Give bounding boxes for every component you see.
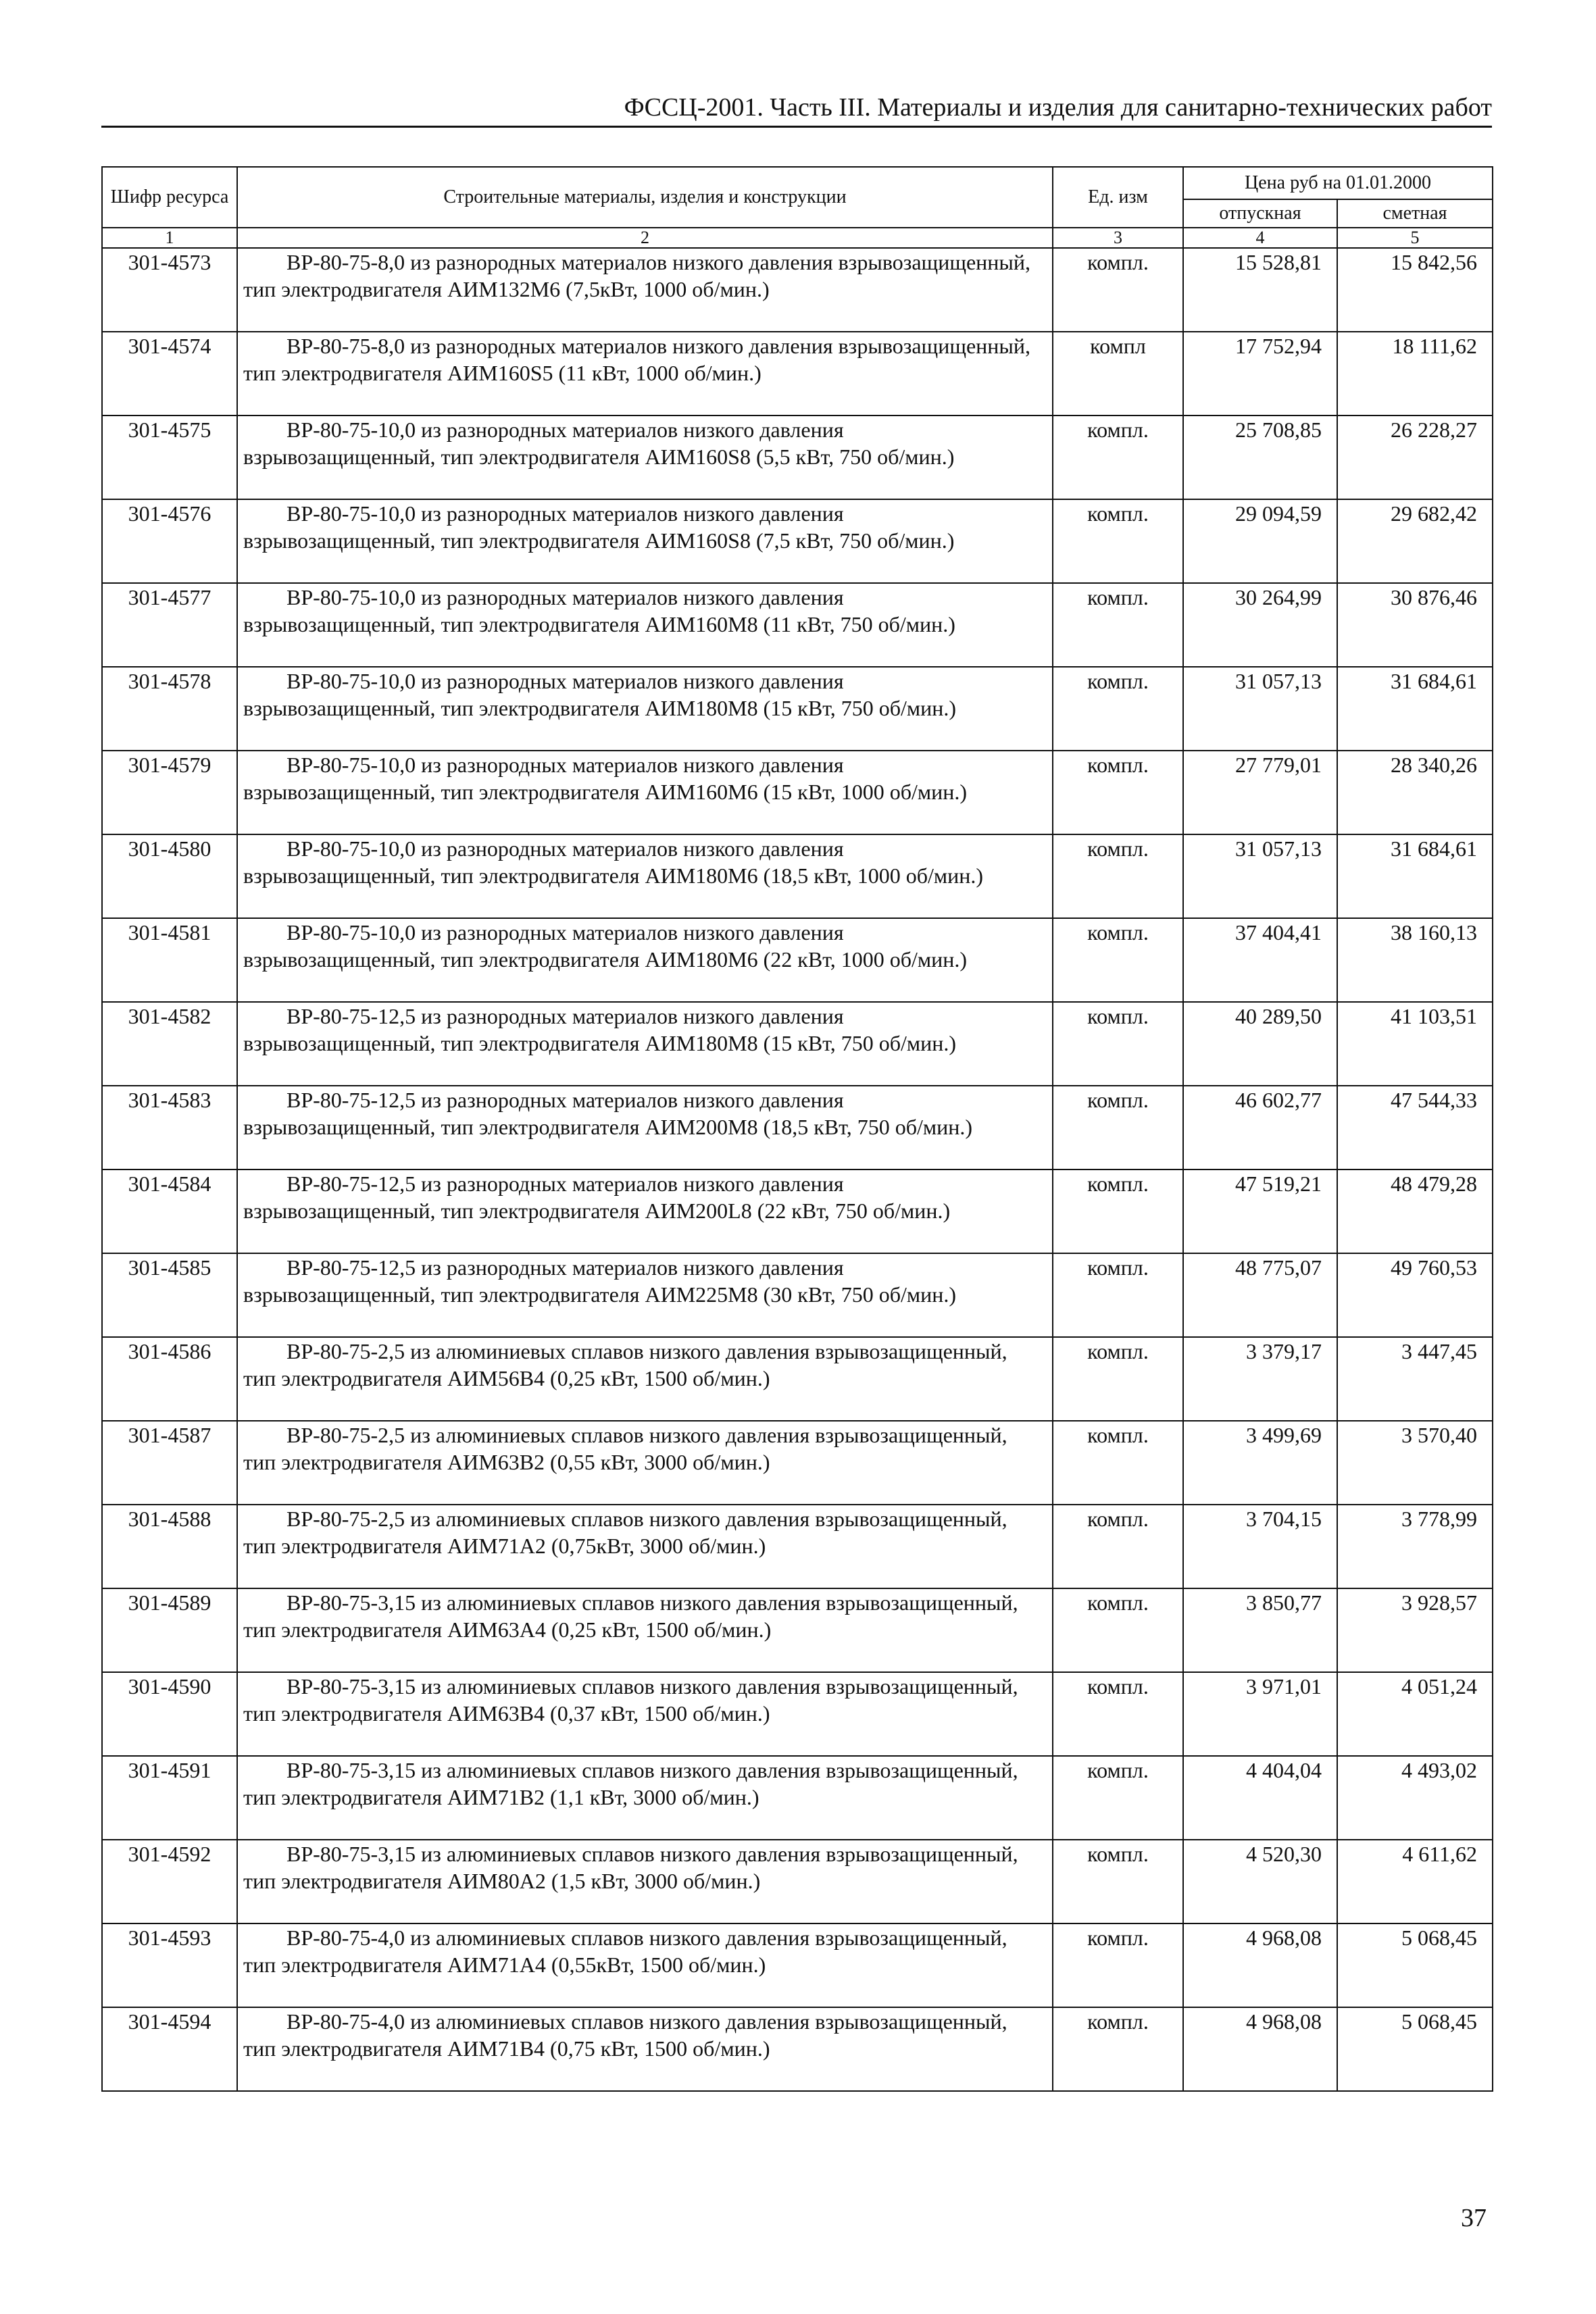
description-text: ВР-80-75-3,15 из алюминиевых сплавов низкого давления взрывозащищенный, тип электродвигателя АИМ80А2 (1,5 кВт, 3000 об/мин.)	[243, 1842, 1018, 1893]
release-price-cell: 25 708,85	[1183, 416, 1337, 499]
description-cell	[237, 751, 1053, 834]
description-text: ВР-80-75-10,0 из разнородных материалов низкого давления взрывозащищенный, тип электродвигателя АИМ160М6 (15 кВт, 1000 об/мин.)	[243, 753, 968, 804]
description-text: ВР-80-75-12,5 из разнородных материалов низкого давления взрывозащищенный, тип электродвигателя АИМ200М8 (18,5 кВт, 750 об/мин.)	[243, 1088, 973, 1139]
table-row	[102, 834, 1493, 918]
page-number: 37	[1461, 2204, 1487, 2232]
table-row	[102, 1421, 1493, 1505]
release-price-cell: 31 057,13	[1183, 834, 1337, 918]
description-text: ВР-80-75-10,0 из разнородных материалов низкого давления взрывозащищенный, тип электродвигателя АИМ180М6 (22 кВт, 1000 об/мин.)	[243, 920, 968, 972]
resource-code-cell: 301-4574	[102, 332, 237, 416]
release-price-cell: 4 968,08	[1183, 2007, 1337, 2091]
estimate-price-cell: 3 928,57	[1337, 1588, 1493, 1672]
estimate-price-cell: 4 493,02	[1337, 1756, 1493, 1840]
description-cell	[237, 583, 1053, 667]
release-price-cell: 4 404,04	[1183, 1756, 1337, 1840]
release-price-cell: 17 752,94	[1183, 332, 1337, 416]
release-price-cell: 30 264,99	[1183, 583, 1337, 667]
estimate-price-cell: 3 778,99	[1337, 1505, 1493, 1588]
table-row	[102, 583, 1493, 667]
description-cell	[237, 918, 1053, 1002]
release-price-cell: 3 971,01	[1183, 1672, 1337, 1756]
column-header-description: Строительные материалы, изделия и конструкции	[237, 167, 1053, 228]
estimate-price-cell: 31 684,61	[1337, 667, 1493, 751]
release-price-cell: 15 528,81	[1183, 248, 1337, 332]
release-price-cell: 4 968,08	[1183, 1923, 1337, 2007]
table-row	[102, 1923, 1493, 2007]
estimate-price-cell: 28 340,26	[1337, 751, 1493, 834]
resource-code-cell: 301-4590	[102, 1672, 237, 1756]
estimate-price-cell: 5 068,45	[1337, 2007, 1493, 2091]
unit-cell: компл.	[1053, 1169, 1183, 1253]
release-price-cell: 3 379,17	[1183, 1337, 1337, 1421]
price-table	[101, 166, 1493, 2092]
estimate-price-cell: 18 111,62	[1337, 332, 1493, 416]
column-header-code: Шифр ресурса	[102, 167, 237, 228]
description-text: ВР-80-75-10,0 из разнородных материалов низкого давления взрывозащищенный, тип электродвигателя АИМ160S8 (5,5 кВт, 750 об/мин.)	[243, 418, 955, 469]
estimate-price-cell: 49 760,53	[1337, 1253, 1493, 1337]
description-cell	[237, 1672, 1053, 1756]
unit-cell: компл.	[1053, 918, 1183, 1002]
description-text: ВР-80-75-3,15 из алюминиевых сплавов низкого давления взрывозащищенный, тип электродвигателя АИМ63В4 (0,37 кВт, 1500 об/мин.)	[243, 1674, 1018, 1726]
column-number-row	[102, 228, 1493, 248]
estimate-price-cell: 26 228,27	[1337, 416, 1493, 499]
release-price-cell: 31 057,13	[1183, 667, 1337, 751]
description-cell	[237, 1840, 1053, 1923]
unit-cell: компл.	[1053, 1086, 1183, 1169]
description-text: ВР-80-75-4,0 из алюминиевых сплавов низкого давления взрывозащищенный, тип электродвигателя АИМ71В4 (0,75 кВт, 1500 об/мин.)	[243, 2009, 1007, 2061]
description-cell	[237, 1253, 1053, 1337]
column-header-unit: Ед. изм	[1053, 167, 1183, 228]
resource-code-cell: 301-4582	[102, 1002, 237, 1086]
table-row	[102, 1756, 1493, 1840]
release-price-cell: 3 704,15	[1183, 1505, 1337, 1588]
description-text: ВР-80-75-2,5 из алюминиевых сплавов низкого давления взрывозащищенный, тип электродвигателя АИМ71А2 (0,75кВт, 3000 об/мин.)	[243, 1507, 1007, 1558]
estimate-price-cell: 48 479,28	[1337, 1169, 1493, 1253]
table-row	[102, 918, 1493, 1002]
description-text: ВР-80-75-10,0 из разнородных материалов низкого давления взрывозащищенный, тип электродвигателя АИМ160М8 (11 кВт, 750 об/мин.)	[243, 585, 955, 636]
resource-code-cell: 301-4587	[102, 1421, 237, 1505]
release-price-cell: 3 499,69	[1183, 1421, 1337, 1505]
column-header-price-group: Цена руб на 01.01.2000	[1183, 167, 1493, 199]
description-cell	[237, 1588, 1053, 1672]
table-row	[102, 1588, 1493, 1672]
resource-code-cell: 301-4577	[102, 583, 237, 667]
description-cell	[237, 1756, 1053, 1840]
unit-cell: компл.	[1053, 248, 1183, 332]
table-row	[102, 1253, 1493, 1337]
resource-code-cell: 301-4585	[102, 1253, 237, 1337]
description-text: ВР-80-75-12,5 из разнородных материалов низкого давления взрывозащищенный, тип электродвигателя АИМ180М8 (15 кВт, 750 об/мин.)	[243, 1004, 957, 1055]
release-price-cell: 48 775,07	[1183, 1253, 1337, 1337]
unit-cell: компл.	[1053, 1756, 1183, 1840]
estimate-price-cell: 4 611,62	[1337, 1840, 1493, 1923]
resource-code-cell: 301-4576	[102, 499, 237, 583]
column-number: 1	[102, 228, 237, 248]
description-cell	[237, 416, 1053, 499]
description-cell	[237, 667, 1053, 751]
description-text: ВР-80-75-8,0 из разнородных материалов низкого давления взрывозащищенный, тип электродвигателя АИМ132М6 (7,5кВт, 1000 об/мин.)	[243, 250, 1031, 301]
description-cell	[237, 1337, 1053, 1421]
estimate-price-cell: 31 684,61	[1337, 834, 1493, 918]
table-row	[102, 667, 1493, 751]
estimate-price-cell: 41 103,51	[1337, 1002, 1493, 1086]
column-number: 4	[1183, 228, 1337, 248]
resource-code-cell: 301-4579	[102, 751, 237, 834]
unit-cell: компл.	[1053, 1253, 1183, 1337]
estimate-price-cell: 3 570,40	[1337, 1421, 1493, 1505]
release-price-cell: 29 094,59	[1183, 499, 1337, 583]
description-cell	[237, 1086, 1053, 1169]
unit-cell: компл.	[1053, 583, 1183, 667]
description-cell	[237, 499, 1053, 583]
unit-cell: компл.	[1053, 1588, 1183, 1672]
resource-code-cell: 301-4592	[102, 1840, 237, 1923]
description-cell	[237, 1002, 1053, 1086]
table-row	[102, 248, 1493, 332]
column-number: 2	[237, 228, 1053, 248]
running-header: ФССЦ-2001. Часть III. Материалы и изделия для санитарно-технических работ	[624, 93, 1492, 122]
description-cell	[237, 834, 1053, 918]
description-text: ВР-80-75-3,15 из алюминиевых сплавов низкого давления взрывозащищенный, тип электродвигателя АИМ63А4 (0,25 кВт, 1500 об/мин.)	[243, 1590, 1018, 1642]
estimate-price-cell: 47 544,33	[1337, 1086, 1493, 1169]
unit-cell: компл.	[1053, 1337, 1183, 1421]
release-price-cell: 37 404,41	[1183, 918, 1337, 1002]
table-row	[102, 1505, 1493, 1588]
resource-code-cell: 301-4594	[102, 2007, 237, 2091]
table-row	[102, 1840, 1493, 1923]
table-row	[102, 1086, 1493, 1169]
table-row	[102, 416, 1493, 499]
unit-cell: компл	[1053, 332, 1183, 416]
estimate-price-cell: 5 068,45	[1337, 1923, 1493, 2007]
unit-cell: компл.	[1053, 1840, 1183, 1923]
description-text: ВР-80-75-8,0 из разнородных материалов низкого давления взрывозащищенный, тип электродвигателя АИМ160S5 (11 кВт, 1000 об/мин.)	[243, 334, 1031, 385]
column-number: 3	[1053, 228, 1183, 248]
estimate-price-cell: 38 160,13	[1337, 918, 1493, 1002]
table-row	[102, 751, 1493, 834]
estimate-price-cell: 29 682,42	[1337, 499, 1493, 583]
description-text: ВР-80-75-12,5 из разнородных материалов низкого давления взрывозащищенный, тип электродвигателя АИМ200L8 (22 кВт, 750 об/мин.)	[243, 1172, 951, 1223]
description-cell	[237, 248, 1053, 332]
release-price-cell: 46 602,77	[1183, 1086, 1337, 1169]
resource-code-cell: 301-4588	[102, 1505, 237, 1588]
release-price-cell: 4 520,30	[1183, 1840, 1337, 1923]
column-header-estimate-price: сметная	[1337, 199, 1493, 228]
unit-cell: компл.	[1053, 751, 1183, 834]
estimate-price-cell: 3 447,45	[1337, 1337, 1493, 1421]
unit-cell: компл.	[1053, 1002, 1183, 1086]
resource-code-cell: 301-4593	[102, 1923, 237, 2007]
unit-cell: компл.	[1053, 1672, 1183, 1756]
release-price-cell: 47 519,21	[1183, 1169, 1337, 1253]
description-text: ВР-80-75-4,0 из алюминиевых сплавов низкого давления взрывозащищенный, тип электродвигателя АИМ71А4 (0,55кВт, 1500 об/мин.)	[243, 1926, 1007, 1977]
description-text: ВР-80-75-12,5 из разнородных материалов низкого давления взрывозащищенный, тип электродвигателя АИМ225М8 (30 кВт, 750 об/мин.)	[243, 1255, 957, 1307]
description-text: ВР-80-75-10,0 из разнородных материалов низкого давления взрывозащищенный, тип электродвигателя АИМ180М6 (18,5 кВт, 1000 об/мин.)	[243, 836, 984, 888]
description-cell	[237, 1169, 1053, 1253]
resource-code-cell: 301-4586	[102, 1337, 237, 1421]
description-text: ВР-80-75-10,0 из разнородных материалов низкого давления взрывозащищенный, тип электродвигателя АИМ160S8 (7,5 кВт, 750 об/мин.)	[243, 501, 955, 553]
description-text: ВР-80-75-10,0 из разнородных материалов низкого давления взрывозащищенный, тип электродвигателя АИМ180М8 (15 кВт, 750 об/мин.)	[243, 669, 957, 720]
unit-cell: компл.	[1053, 1923, 1183, 2007]
unit-cell: компл.	[1053, 499, 1183, 583]
description-cell	[237, 332, 1053, 416]
unit-cell: компл.	[1053, 1505, 1183, 1588]
table-row	[102, 1002, 1493, 1086]
description-text: ВР-80-75-2,5 из алюминиевых сплавов низкого давления взрывозащищенный, тип электродвигателя АИМ56В4 (0,25 кВт, 1500 об/мин.)	[243, 1339, 1007, 1390]
table-body	[102, 248, 1493, 2091]
description-cell	[237, 2007, 1053, 2091]
header-rule	[101, 126, 1492, 128]
description-cell	[237, 1505, 1053, 1588]
description-cell	[237, 1421, 1053, 1505]
unit-cell: компл.	[1053, 667, 1183, 751]
resource-code-cell: 301-4581	[102, 918, 237, 1002]
unit-cell: компл.	[1053, 1421, 1183, 1505]
description-cell	[237, 1923, 1053, 2007]
resource-code-cell: 301-4573	[102, 248, 237, 332]
release-price-cell: 3 850,77	[1183, 1588, 1337, 1672]
resource-code-cell: 301-4575	[102, 416, 237, 499]
table-row	[102, 499, 1493, 583]
resource-code-cell: 301-4589	[102, 1588, 237, 1672]
unit-cell: компл.	[1053, 834, 1183, 918]
estimate-price-cell: 30 876,46	[1337, 583, 1493, 667]
resource-code-cell: 301-4578	[102, 667, 237, 751]
estimate-price-cell: 4 051,24	[1337, 1672, 1493, 1756]
description-text: ВР-80-75-2,5 из алюминиевых сплавов низкого давления взрывозащищенный, тип электродвигателя АИМ63В2 (0,55 кВт, 3000 об/мин.)	[243, 1423, 1007, 1474]
resource-code-cell: 301-4580	[102, 834, 237, 918]
description-text: ВР-80-75-3,15 из алюминиевых сплавов низкого давления взрывозащищенный, тип электродвигателя АИМ71В2 (1,1 кВт, 3000 об/мин.)	[243, 1758, 1018, 1809]
resource-code-cell: 301-4583	[102, 1086, 237, 1169]
release-price-cell: 27 779,01	[1183, 751, 1337, 834]
table-row	[102, 1337, 1493, 1421]
estimate-price-cell: 15 842,56	[1337, 248, 1493, 332]
table-row	[102, 2007, 1493, 2091]
resource-code-cell: 301-4591	[102, 1756, 237, 1840]
table-row	[102, 332, 1493, 416]
unit-cell: компл.	[1053, 416, 1183, 499]
table-row	[102, 1169, 1493, 1253]
release-price-cell: 40 289,50	[1183, 1002, 1337, 1086]
table-row	[102, 1672, 1493, 1756]
column-number: 5	[1337, 228, 1493, 248]
unit-cell: компл.	[1053, 2007, 1183, 2091]
resource-code-cell: 301-4584	[102, 1169, 237, 1253]
column-header-release-price: отпускная	[1183, 199, 1337, 228]
